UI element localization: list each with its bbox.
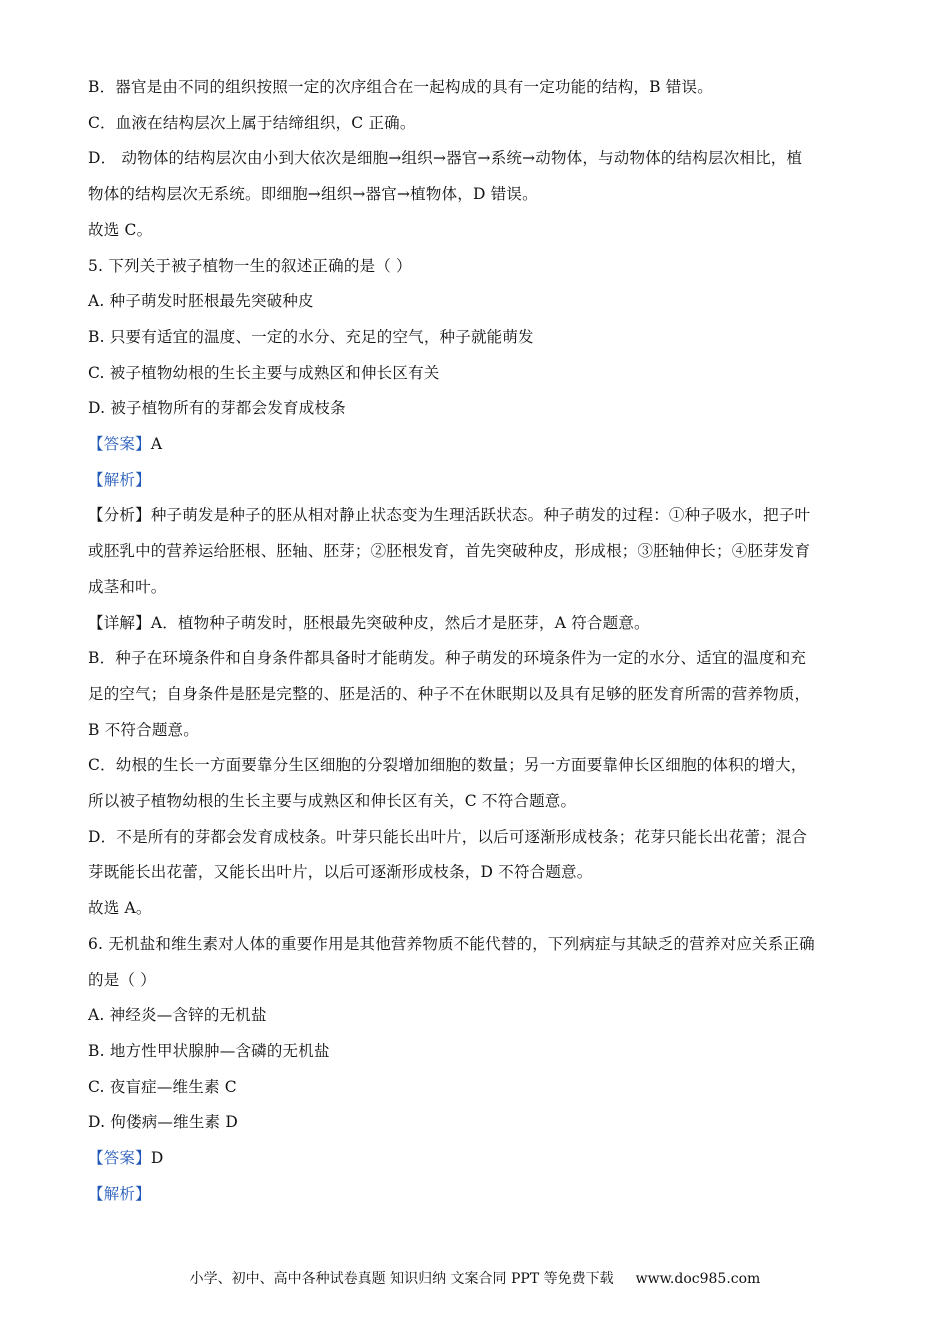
text-line: 的是（ ） — [88, 970, 156, 989]
text-line: 所以被子植物幼根的生长主要与成熟区和伸长区有关，C 不符合题意。 — [88, 792, 577, 811]
text-line: 故选 A。 — [88, 899, 152, 918]
analysis-tag: 【解析】 — [88, 470, 151, 489]
text-line: 物体的结构层次无系统。即细胞→组织→器官→植物体，D 错误。 — [88, 185, 538, 204]
page-footer — [0, 1268, 950, 1288]
fenxi-text: 种子萌发是种子的胚从相对静止状态变为生理活跃状态。种子萌发的过程：①种子吸水，把子叶 — [150, 506, 811, 525]
answer-value: D — [150, 1149, 164, 1168]
text-line: D．不是所有的芽都会发育成枝条。叶芽只能长出叶片，以后可逐渐形成枝条；花芽只能长出花蕾；混合 — [88, 827, 808, 846]
option-b: B. 只要有适宜的温度、一定的水分、充足的空气，种子就能萌发 — [88, 327, 534, 346]
text-line: 或胚乳中的营养运给胚根、胚轴、胚芽；②胚根发育，首先突破种皮，形成根；③胚轴伸长；④胚芽发育 — [88, 542, 811, 561]
option-d: D. 佝偻病—维生素 D — [88, 1113, 238, 1132]
option-b: B. 地方性甲状腺肿—含磷的无机盐 — [88, 1041, 330, 1060]
option-c: C. 被子植物幼根的生长主要与成熟区和伸长区有关 — [88, 363, 440, 382]
xiangjie-text: A．植物种子萌发时，胚根最先突破种皮，然后才是胚芽，A 符合题意。 — [150, 613, 650, 632]
analysis-tag: 【解析】 — [88, 1184, 151, 1203]
answer-tag: 【答案】 — [88, 1149, 151, 1168]
question-6-stem: 6. 无机盐和维生素对人体的重要作用是其他营养物质不能代替的，下列病症与其缺乏的营养对应关系正确 — [88, 934, 815, 953]
xiangjie-tag: 【详解】 — [88, 613, 151, 632]
footer-text: 小学、初中、高中各种试卷真题 知识归纳 文案合同 PPT 等免费下载 — [189, 1271, 614, 1287]
fenxi-line — [88, 498, 860, 534]
question-5-stem: 5. 下列关于被子植物一生的叙述正确的是（ ） — [88, 256, 412, 275]
text-line: B．种子在环境条件和自身条件都具备时才能萌发。种子萌发的环境条件为一定的水分、适宜的温度和充 — [88, 649, 807, 668]
answer-value: A — [150, 435, 163, 454]
text-line: B．器官是由不同的组织按照一定的次序组合在一起构成的具有一定功能的结构，B 错误。 — [88, 78, 713, 96]
text-line: B 不符合题意。 — [88, 720, 199, 739]
answer-line — [88, 1141, 860, 1177]
text-line: D． 动物体的结构层次由小到大依次是细胞→组织→器官→系统→动物体，与动物体的结构层次相比，植 — [88, 149, 803, 168]
xiangjie-line — [88, 606, 860, 642]
fenxi-tag: 【分析】 — [88, 506, 151, 525]
footer-site-link[interactable]: www.doc985.com — [635, 1271, 761, 1287]
text-line: 芽既能长出花蕾，又能长出叶片，以后可逐渐形成枝条，D 不符合题意。 — [88, 863, 593, 882]
option-d: D. 被子植物所有的芽都会发育成枝条 — [88, 399, 346, 418]
option-a: A. 种子萌发时胚根最先突破种皮 — [88, 292, 314, 311]
text-line: 故选 C。 — [88, 220, 153, 239]
analysis-line — [88, 1177, 860, 1213]
document-body — [88, 70, 860, 1213]
answer-tag: 【答案】 — [88, 435, 151, 454]
option-a: A. 神经炎—含锌的无机盐 — [88, 1006, 267, 1025]
analysis-line — [88, 463, 860, 499]
answer-line — [88, 427, 860, 463]
text-line: C．血液在结构层次上属于结缔组织，C 正确。 — [88, 113, 416, 132]
text-line: 成茎和叶。 — [88, 577, 167, 596]
text-line: C．幼根的生长一方面要靠分生区细胞的分裂增加细胞的数量；另一方面要靠伸长区细胞的体积的增大， — [88, 756, 807, 775]
option-c: C. 夜盲症—维生素 C — [88, 1077, 237, 1096]
text-line: 足的空气；自身条件是胚是完整的、胚是活的、种子不在休眠期以及具有足够的胚发育所需的营养物质， — [88, 684, 811, 703]
